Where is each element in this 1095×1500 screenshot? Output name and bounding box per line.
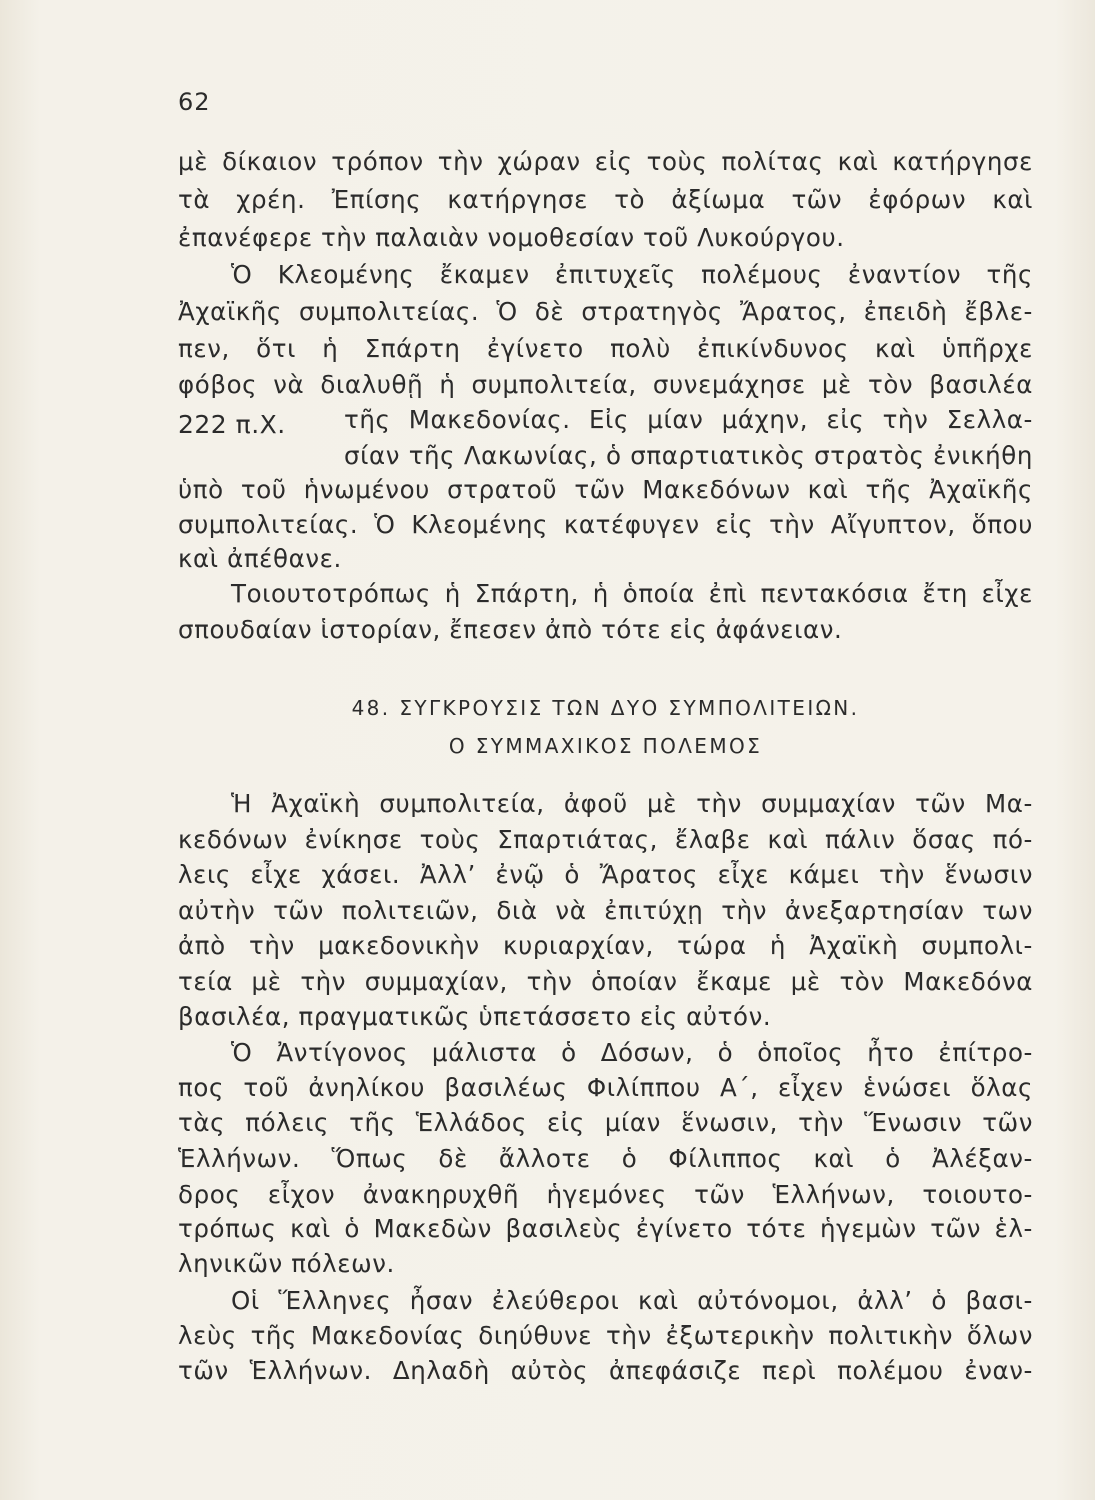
text-line: κεδόνων ἐνίκησε τοὺς Σπαρτιάτας, ἔλαβε καὶ πάλιν ὅσας πό- [178, 825, 1033, 854]
text-line: ἀπὸ τὴν μακεδονικὴν κυριαρχίαν, τώρα ἡ Ἀχαϊκὴ συμπολι- [178, 931, 1033, 960]
text-line: λεὺς τῆς Μακεδονίας διηύθυνε τὴν ἐξωτερικὴν πολιτικὴν ὅλων [178, 1321, 1033, 1350]
text-line: ληνικῶν πόλεων. [178, 1249, 395, 1278]
text-line: ἐπανέφερε τὴν παλαιὰν νομοθεσίαν τοῦ Λυκούργου. [178, 223, 845, 252]
text-line: πος τοῦ ἀνηλίκου βασιλέως Φιλίππου Α΄, εἶχεν ἑνώσει ὅλας [178, 1073, 1033, 1102]
text-line: τεία μὲ τὴν συμμαχίαν, τὴν ὁποίαν ἔκαμε μὲ τὸν Μακεδόνα [178, 967, 1033, 996]
text-line: μὲ δίκαιον τρόπον τὴν χώραν εἰς τοὺς πολίτας καὶ κατήργησε [178, 147, 1033, 176]
text-line: δρος εἶχον ἀνακηρυχθῆ ἡγεμόνες τῶν Ἑλλήνων, τοιουτο- [178, 1180, 1033, 1209]
text-line: σπουδαίαν ἱστορίαν, ἔπεσεν ἀπὸ τότε εἰς ἀφάνειαν. [178, 615, 843, 644]
text-line: Ὁ Ἀντίγονος μάλιστα ὁ Δόσων, ὁ ὁποῖος ἦτο ἐπίτρο- [231, 1038, 1033, 1067]
text-line: Οἱ Ἕλληνες ἦσαν ἐλεύθεροι καὶ αὐτόνομοι, ἀλλ’ ὁ βασι- [231, 1286, 1033, 1315]
text-line: Ἑλλήνων. Ὅπως δὲ ἄλλοτε ὁ Φίλιππος καὶ ὁ Ἀλέξαν- [178, 1144, 1033, 1173]
text-line: λεις εἶχε χάσει. Ἀλλ’ ἐνῷ ὁ Ἄρατος εἶχε κάμει τὴν ἕνωσιν [178, 860, 1033, 889]
text-line: τῆς Μακεδονίας. Εἰς μίαν μάχην, εἰς τὴν Σελλα- [344, 405, 1033, 434]
text-line: τρόπως καὶ ὁ Μακεδὼν βασιλεὺς ἐγίνετο τότε ἡγεμὼν τῶν ἑλ- [178, 1214, 1033, 1243]
text-line: Ἡ Ἀχαϊκὴ συμπολιτεία, ἀφοῦ μὲ τὴν συμμαχίαν τῶν Μα- [231, 789, 1033, 818]
text-line: πεν, ὅτι ἡ Σπάρτη ἐγίνετο πολὺ ἐπικίνδυνος καὶ ὑπῆρχε [178, 334, 1033, 363]
page-number: 62 [178, 88, 211, 116]
section-heading-line-2: Ο ΣΥΜΜΑΧΙΚΟΣ ΠΟΛΕΜΟΣ [448, 734, 763, 758]
text-line: τὰς πόλεις τῆς Ἑλλάδος εἰς μίαν ἕνωσιν, τὴν Ἕνωσιν τῶν [178, 1108, 1033, 1137]
text-line: τῶν Ἑλλήνων. Δηλαδὴ αὐτὸς ἀπεφάσιζε περὶ πολέμου ἐναν- [178, 1356, 1033, 1385]
text-line: φόβος νὰ διαλυθῇ ἡ συμπολιτεία, συνεμάχησε μὲ τὸν βασιλέα [178, 370, 1033, 399]
text-line: καὶ ἀπέθανε. [178, 544, 342, 573]
margin-date-note: 222 π.Χ. [178, 410, 286, 439]
text-line: βασιλέα, πραγματικῶς ὑπετάσσετο εἰς αὐτόν. [178, 1002, 772, 1031]
text-line: τὰ χρέη. Ἐπίσης κατήργησε τὸ ἀξίωμα τῶν ἐφόρων καὶ [178, 185, 1033, 214]
text-line: αὐτὴν τῶν πολιτειῶν, διὰ νὰ ἐπιτύχῃ τὴν ἀνεξαρτησίαν των [178, 896, 1033, 925]
text-line: σίαν τῆς Λακωνίας, ὁ σπαρτιατικὸς στρατὸς ἐνικήθη [344, 441, 1033, 470]
text-line: ὑπὸ τοῦ ἡνωμένου στρατοῦ τῶν Μακεδόνων καὶ τῆς Ἀχαϊκῆς [178, 475, 1033, 504]
text-line: Ἀχαϊκῆς συμπολιτείας. Ὁ δὲ στρατηγὸς Ἄρατος, ἐπειδὴ ἔβλε- [178, 297, 1033, 326]
section-heading-line-1: 48. ΣΥΓΚΡΟΥΣΙΣ ΤΩΝ ΔΥΟ ΣΥΜΠΟΛΙΤΕΙΩΝ. [351, 696, 860, 720]
text-line: Τοιουτοτρόπως ἡ Σπάρτη, ἡ ὁποία ἐπὶ πεντακόσια ἔτη εἶχε [231, 579, 1033, 608]
text-line: Ὁ Κλεομένης ἔκαμεν ἐπιτυχεῖς πολέμους ἐναντίον τῆς [231, 260, 1033, 289]
text-line: συμπολιτείας. Ὁ Κλεομένης κατέφυγεν εἰς τὴν Αἴγυπτον, ὅπου [178, 510, 1033, 539]
